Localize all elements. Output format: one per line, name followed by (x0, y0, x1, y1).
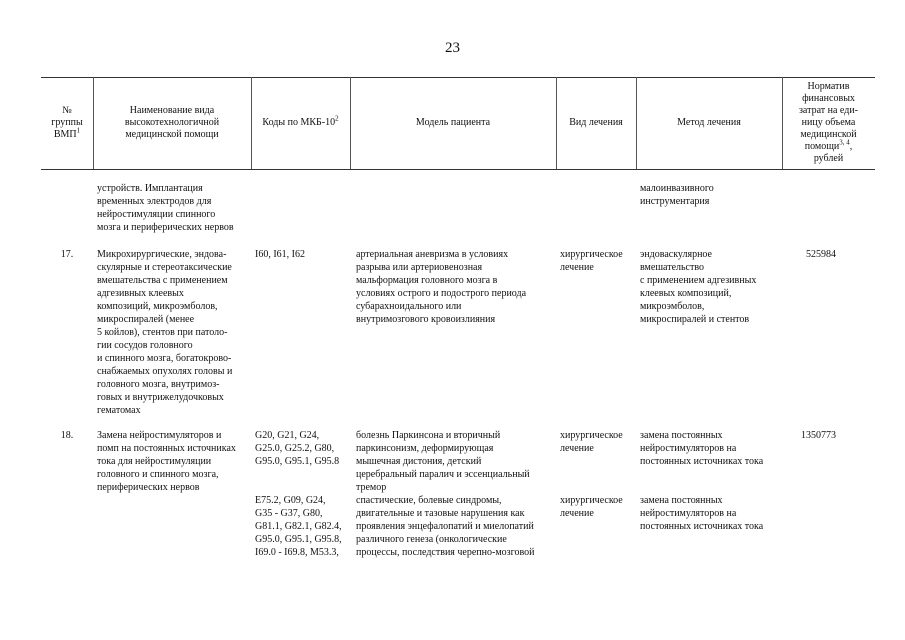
row-18-type: хирургическое лечение (560, 430, 623, 454)
header-model-label: Модель пациента (415, 117, 491, 128)
header-type-label: Вид лечения (569, 117, 623, 128)
header-norm-line: финансовых (802, 93, 855, 104)
header-group-line: группы (51, 117, 83, 128)
header-norm-line: затрат на еди- (798, 105, 859, 116)
row-18-number: 18. (60, 430, 74, 441)
row-18-name: Замена нейростимуляторов и помп на постоянных источниках тока для нейростимуляции головного и спинного мозга, периферических нервов (97, 430, 236, 493)
header-cell-model (350, 77, 556, 169)
row-17-model: артериальная аневризма в условиях разрыва или артериовенозная мальформация головного мозга в условиях острого и подострого периода субарахноидального или внутримозгового кровоизлияния (356, 249, 527, 325)
header-norm-line: помощи$^{3, 4}$, (804, 138, 853, 152)
row-17-type: хирургическое лечение (560, 249, 623, 273)
header-cell-codes (251, 77, 350, 169)
row-18b-codes: E75.2, G09, G24, G35 - G37, G80, G81.1, G82.1, G82.4, G95.0, G95.1, G95.8, I69.0 - I69.8, M53.3, (255, 495, 342, 558)
row-18-price: 1350773 (801, 430, 836, 441)
row-18-codes: G20, G21, G24, G25.0, G25.2, G80, G95.0, G95.1, G95.8 (255, 430, 340, 467)
header-name-line: Наименование вида (129, 105, 215, 116)
header-name-line: медицинской помощи (125, 129, 219, 140)
header-cell-name (93, 77, 251, 169)
header-codes-label: Коды по МКБ-$10^2$ (262, 114, 339, 128)
row-18-method: замена постоянных нейростимуляторов на постоянных источниках тока (640, 430, 764, 467)
header-name-line: высокотехнологичной (124, 117, 220, 128)
table-header-bottom-border (41, 169, 875, 170)
row-17-number: 17. (60, 249, 74, 260)
header-group-line: № (62, 105, 72, 116)
header-norm-line: Норматив (807, 81, 850, 92)
header-cell-norm (782, 77, 875, 169)
row-17-name: Микрохирургические, эндова- скулярные и стереотаксические вмешательства с применением адгезивных клеевых композиций, микроэмболов, микроспиралей (менее 5 койлов), стентов при патоло- гии сосудов головного и спинного мозга, богатокрово- снабжаемых опухолях головы и головного мозга, внутримоз- говых и внутрижелудочковых гематомах (97, 249, 233, 416)
header-cell-type (556, 77, 636, 169)
header-norm-line: медицинской (800, 129, 857, 140)
row-18-model: болезнь Паркинсона и вторичный паркинсонизм, деформирующая мышечная дистония, детский церебральный паралич и эссенциальный тремор (356, 430, 530, 493)
row-18b-type: хирургическое лечение (560, 495, 623, 519)
row-17-price: 525984 (806, 249, 836, 260)
row-18b-method: замена постоянных нейростимуляторов на постоянных источниках тока (640, 495, 764, 532)
header-cell-group (41, 77, 93, 169)
header-group-line: ВМП$^1$ (53, 126, 81, 140)
page-number: 23 (445, 40, 460, 56)
row-continuation-method: малоинвазивного инструментария (640, 183, 714, 207)
row-continuation-name: устройств. Имплантация временных электродов для нейростимуляции спинного мозга и периферических нервов (97, 183, 234, 233)
header-norm-line: рублей (813, 153, 844, 164)
header-cell-method (636, 77, 782, 169)
row-18b-model: спастические, болевые синдромы, двигательные и тазовые нарушения как проявления энцефалопатий и миелопатий различного генеза (онкологические процессы, последствия черепно-мозговой (356, 495, 535, 558)
row-17-method: эндоваскулярное вмешательство с применением адгезивных клеевых композиций, микроэмболов, микроспиралей и стентов (640, 249, 757, 325)
header-norm-line: ницу объема (801, 117, 856, 128)
row-17-codes: I60, I61, I62 (255, 249, 305, 260)
header-method-label: Метод лечения (677, 117, 741, 128)
